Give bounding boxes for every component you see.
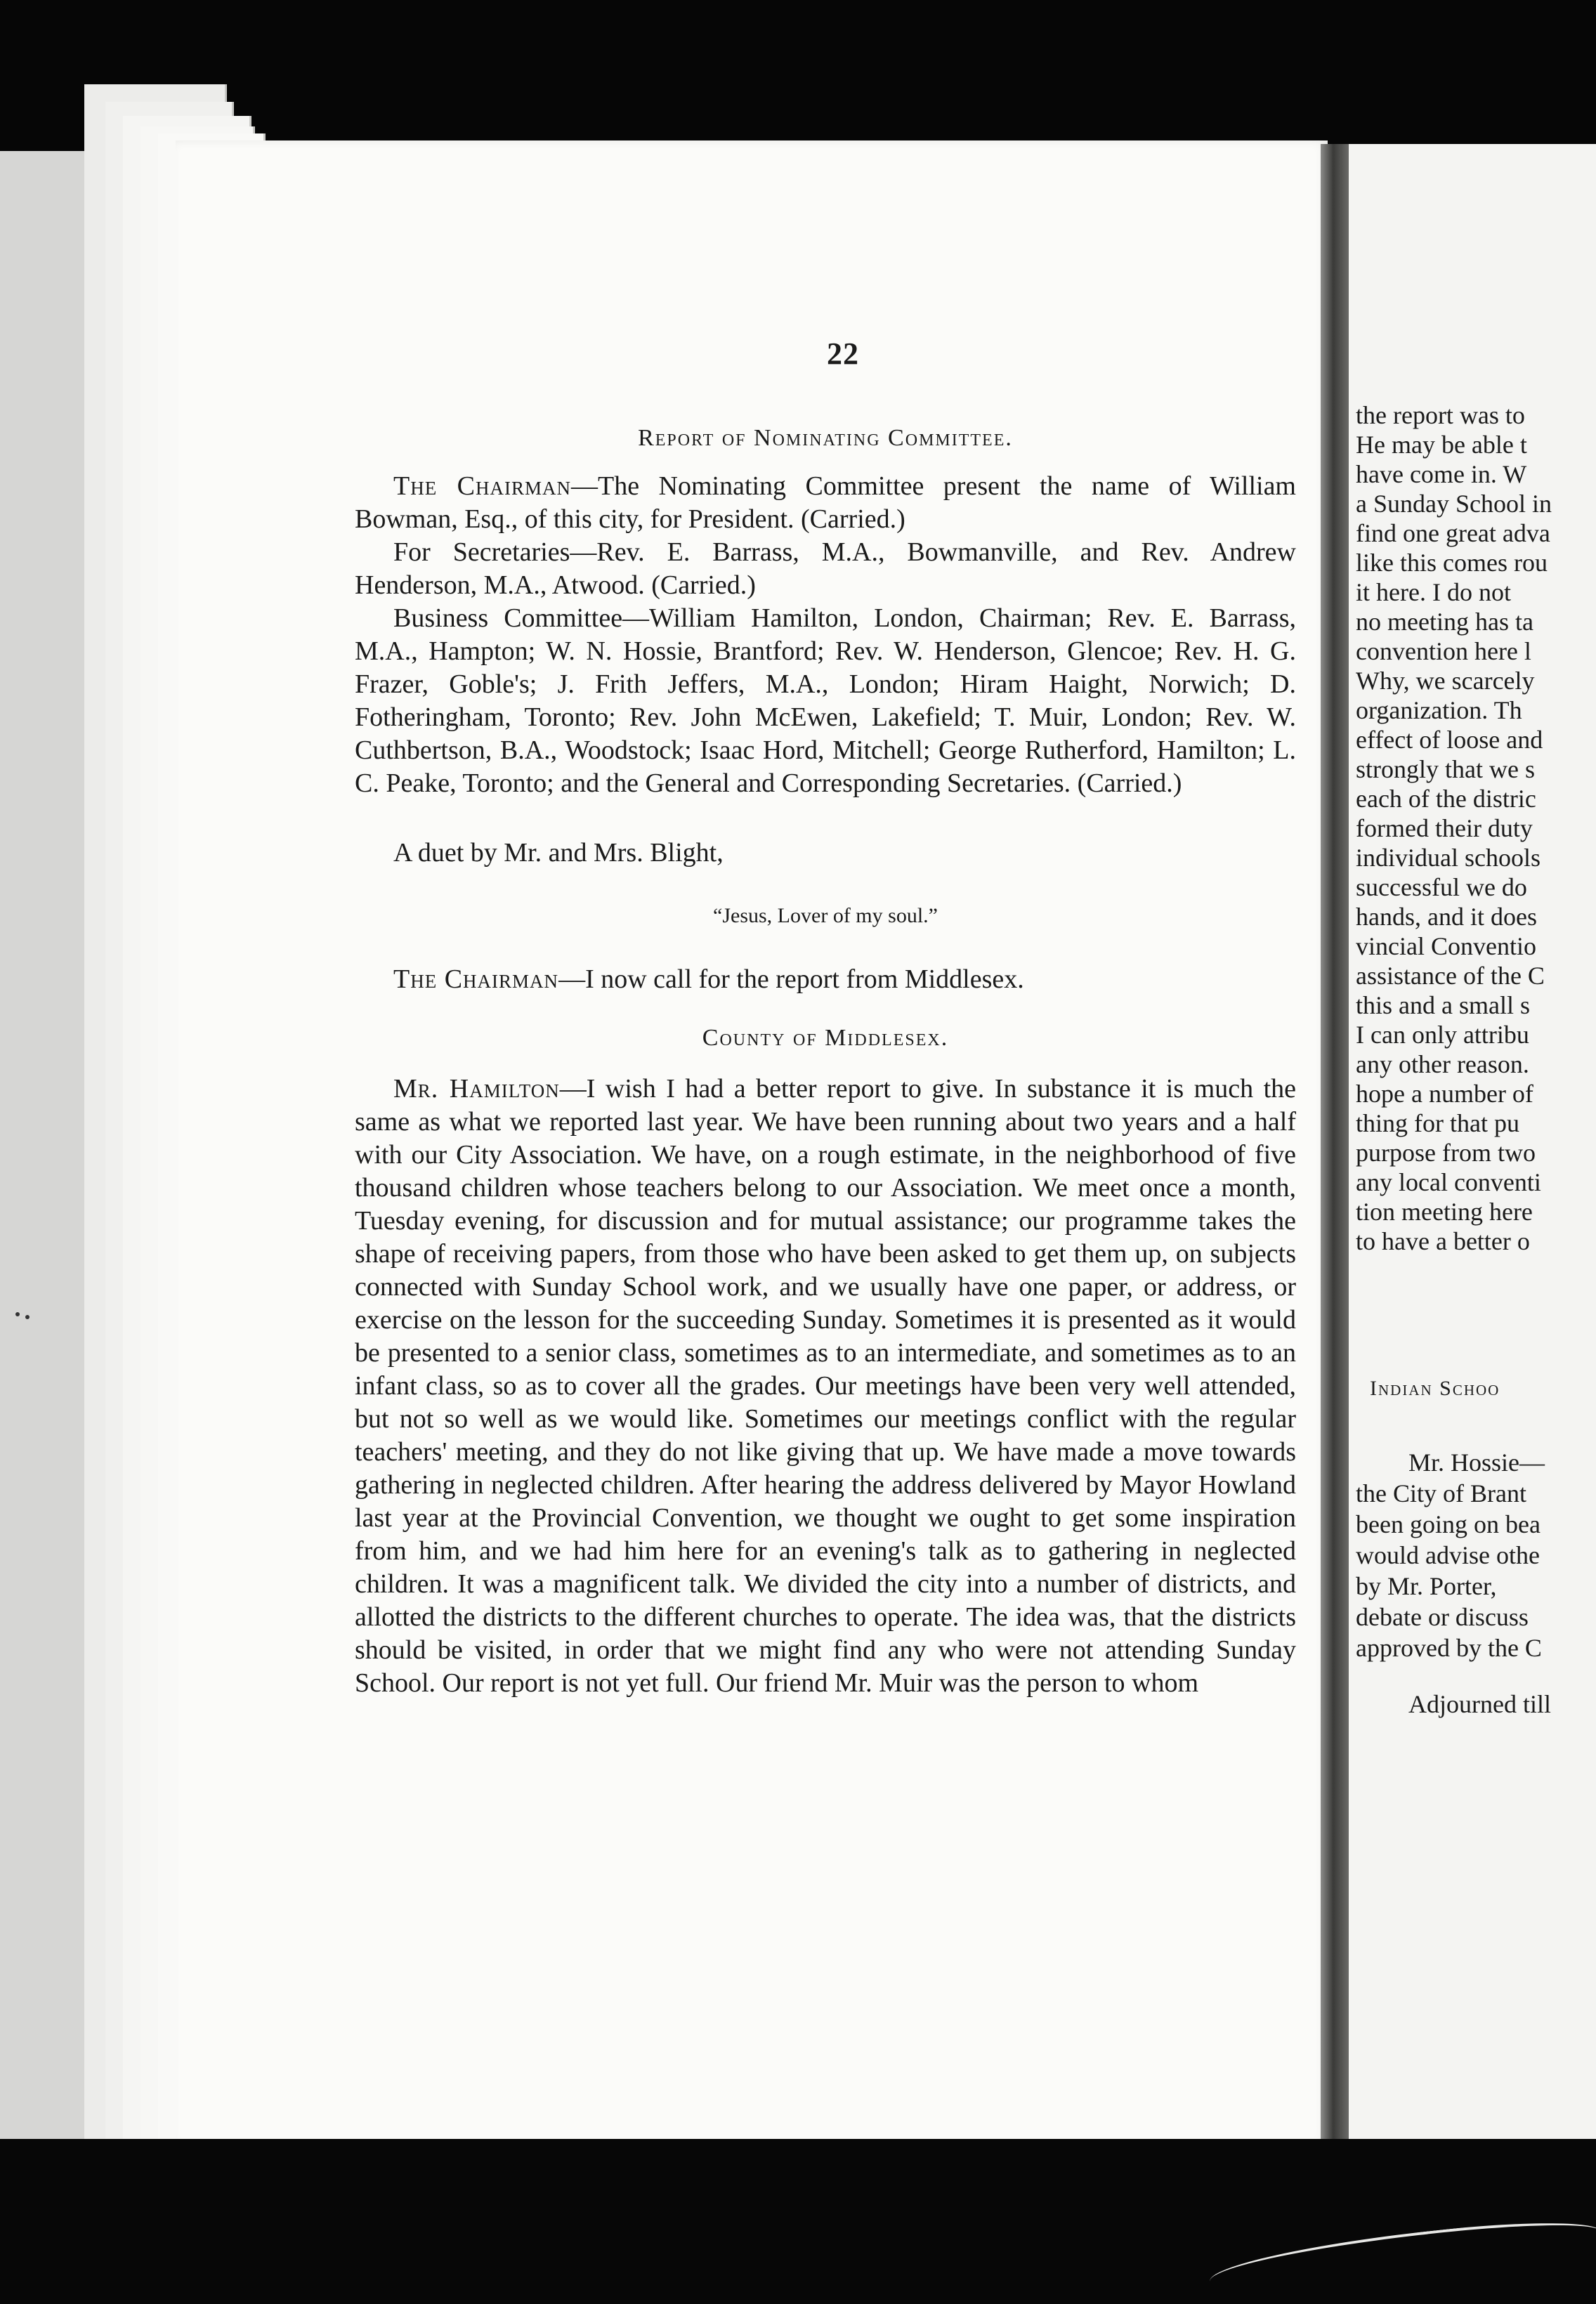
right-line: each of the distric bbox=[1356, 785, 1536, 813]
right-line: by Mr. Porter, bbox=[1356, 1572, 1497, 1600]
duet-line: A duet by Mr. and Mrs. Blight, bbox=[393, 838, 724, 868]
right-line: have come in. W bbox=[1356, 460, 1527, 488]
right-line: Mr. Hossie— bbox=[1408, 1448, 1545, 1477]
page-number: 22 bbox=[827, 336, 859, 371]
right-line: vincial Conventio bbox=[1356, 932, 1536, 960]
nominating-paragraph-1 bbox=[355, 470, 1296, 536]
right-line: formed their duty bbox=[1356, 814, 1533, 842]
right-line: the report was to bbox=[1356, 401, 1525, 429]
right-line: been going on bea bbox=[1356, 1510, 1541, 1538]
paragraph-text: —I now call for the report from Middlesex. bbox=[558, 964, 1024, 994]
right-line: would advise othe bbox=[1356, 1541, 1540, 1569]
right-line: thing for that pu bbox=[1356, 1109, 1519, 1137]
right-line: it here. I do not bbox=[1356, 578, 1511, 606]
left-page-text bbox=[355, 421, 1296, 1700]
right-line: organization. Th bbox=[1356, 696, 1522, 724]
right-line: tion meeting here bbox=[1356, 1198, 1533, 1226]
right-line: assistance of the C bbox=[1356, 962, 1545, 990]
nominating-paragraph-2: For Secretaries—Rev. E. Barrass, M.A., Bowmanville, and Rev. Andrew Henderson, M.A., Atwood. (Carried.) bbox=[355, 537, 1296, 600]
right-line: Why, we scarcely bbox=[1356, 667, 1535, 695]
right-adjourned: Adjourned till bbox=[1408, 1690, 1551, 1718]
speaker: The Chairman bbox=[393, 471, 571, 501]
right-line: individual schools bbox=[1356, 844, 1541, 872]
right-line: approved by the C bbox=[1356, 1634, 1542, 1662]
nominating-paragraph-3: Business Committee—William Hamilton, London, Chairman; Rev. E. Barrass, M.A., Hampton; W. N. Hossie, Brantford; Rev. W. Henderson, Glencoe; Rev. H. G. Frazer, Goble's; J. Frith Jeffers, M.A., London; Hiram Haight, Norwich; D. Fotheringham, Toronto; Rev. John McEwen, Lakefield; T. Muir, London; Rev. W. Cuthbertson, B.A., Woodstock; Isaac Hord, Mitchell; George Rutherford, Hamilton; L. C. Peake, Toronto; and the General and Corresponding Secretaries. (Carried.) bbox=[355, 603, 1296, 798]
speck bbox=[15, 1312, 20, 1316]
hamilton-report bbox=[355, 1073, 1296, 1700]
right-line: a Sunday School in bbox=[1356, 490, 1552, 518]
chairman-call bbox=[355, 963, 1296, 996]
right-line: find one great adva bbox=[1356, 519, 1550, 547]
right-line: to have a better o bbox=[1356, 1227, 1530, 1255]
paragraph-text: —I wish I had a better report to give. In substance it is much the same as what we reported last year. We have been running about two years and a half with our City Association. We have, on a rough estimate, in the neighborhood of five thousand children whose teachers belong to our Association. We meet once a month, Tuesday evening, for discussion and for mutual assistance; our programme takes the shape of receiving papers, from those who have been asked to get them up, on subjects connected with Sunday School work, and we usually have one paper, or address, or exercise on the lesson for the succeeding Sunday. Sometimes it is presented as it would be presented to a senior class, sometimes as to an intermediate, and sometimes as to an infant class, so as to cover all the grades. Our meetings have been very well attended, but not so well as we would like. Sometimes our meetings conflict with the regular teachers' meeting, and they do not like giving that up. We have made a move towards gathering in neglected children. After hearing the address delivered by Mayor Howland last year at the Provincial Convention, we thought we ought to get some inspiration from him, and we had him here for an evening's talk as to gathering in neglected children. It was a magnificent talk. We divided the city into a number of districts, and allotted the districts to the different churches to operate. The idea was, that the districts should be visited, in order that we might find any who were not attending Sunday School. Our report is not yet full. Our friend Mr. Muir was the person to whom bbox=[355, 1074, 1296, 1698]
right-line: hope a number of bbox=[1356, 1080, 1533, 1108]
right-heading: Indian Schoo bbox=[1370, 1377, 1500, 1400]
book-gutter bbox=[1321, 144, 1349, 2146]
speck bbox=[25, 1315, 30, 1319]
right-line: any other reason. bbox=[1356, 1050, 1529, 1078]
right-page-lines bbox=[1356, 400, 1552, 1256]
right-line: effect of loose and bbox=[1356, 726, 1543, 754]
right-line: He may be able t bbox=[1356, 431, 1527, 459]
right-line: the City of Brant bbox=[1356, 1479, 1526, 1507]
right-line: debate or discuss bbox=[1356, 1603, 1529, 1631]
song-title: “Jesus, Lover of my soul.” bbox=[713, 904, 938, 927]
paragraph-text: —The Nominating Committee present the name of William Bowman, Esq., of this city, for President. (Carried.) bbox=[355, 471, 1296, 534]
right-line: successful we do bbox=[1356, 873, 1527, 901]
right-line: I can only attribu bbox=[1356, 1021, 1529, 1049]
right-line: any local conventi bbox=[1356, 1168, 1541, 1196]
right-line: purpose from two bbox=[1356, 1139, 1536, 1167]
right-line: convention here l bbox=[1356, 637, 1531, 665]
right-line: this and a small s bbox=[1356, 991, 1530, 1019]
right-line: hands, and it does bbox=[1356, 903, 1537, 931]
right-line: strongly that we s bbox=[1356, 755, 1535, 783]
right-line: no meeting has ta bbox=[1356, 608, 1533, 636]
heading-nominating: Report of Nominating Committee. bbox=[638, 425, 1013, 451]
heading-middlesex: County of Middlesex. bbox=[702, 1025, 949, 1051]
speaker: Mr. Hamilton bbox=[393, 1074, 560, 1104]
speaker: The Chairman bbox=[393, 964, 559, 994]
right-page-lines-2 bbox=[1356, 1447, 1545, 1663]
right-line: like this comes rou bbox=[1356, 549, 1548, 577]
